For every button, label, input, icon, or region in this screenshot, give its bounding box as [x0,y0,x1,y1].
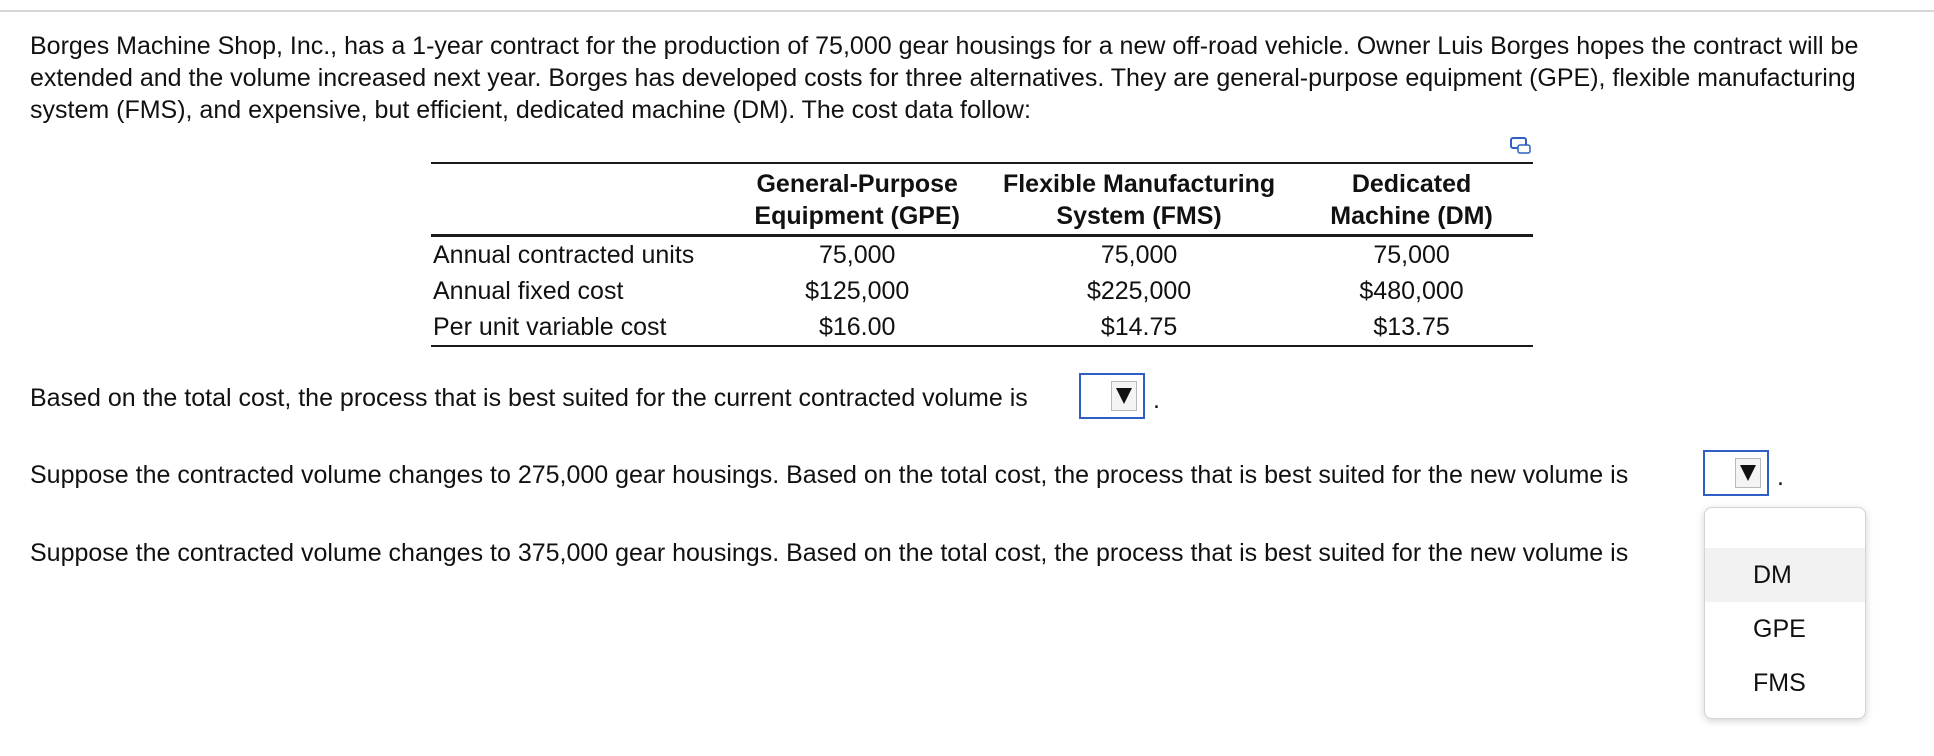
answer-select-current-volume[interactable] [1079,373,1145,419]
question-375000-volume: Suppose the contracted volume changes to 375,000 gear housings. Based on the total cost, the process that is best suited for the new volume is [30,539,1629,567]
row-label: Per unit variable cost [433,313,667,341]
sentence-period: . [1153,386,1160,414]
cell-dm: $13.75 [1373,313,1450,341]
cell-dm: 75,000 [1373,241,1450,269]
popout-icon[interactable] [1510,137,1532,155]
cell-fms: $14.75 [1100,313,1178,341]
dropdown-option-fms[interactable]: FMS [1753,669,1806,697]
row-label: Annual fixed cost [433,277,624,305]
problem-statement: Borges Machine Shop, Inc., has a 1-year contract for the production of 75,000 gear housings for a new off-road vehicle. Owner Luis Borges hopes the contract will be extended and the volume increased next year. Borges has developed costs for three alternatives. They are general-purpose equipment (GPE), flexible manufacturing system (FMS), and expensive, but efficient, dedicated machine (DM). The cost data follow: [30,32,1859,124]
cell-fms: $225,000 [1086,277,1192,305]
cell-dm: $480,000 [1359,277,1464,305]
header-dm: Dedicated Machine (DM) [1290,163,1533,236]
dropdown-arrow-icon[interactable] [1111,381,1137,411]
table-row [431,236,1533,274]
sentence-period: . [1777,463,1784,491]
question-275000-volume: Suppose the contracted volume changes to 275,000 gear housings. Based on the total cost, the process that is best suited for the new volume is [30,461,1629,489]
header-gpe: General-Purpose Equipment (GPE) [726,163,988,236]
cell-fms: 75,000 [1100,241,1178,269]
table-row [431,273,1533,309]
cell-gpe: $125,000 [805,277,910,305]
table-row [431,309,1533,346]
dropdown-arrow-icon[interactable] [1735,458,1761,488]
cell-gpe: 75,000 [818,241,896,269]
header-fms: Flexible Manufacturing System (FMS) [988,163,1290,236]
question-current-volume: Based on the total cost, the process that is best suited for the current contracted volume is [30,384,1028,412]
header-empty [431,163,726,236]
cost-data-table [431,162,1533,347]
dropdown-option-gpe[interactable]: GPE [1753,615,1806,643]
answer-select-275000-volume[interactable] [1703,450,1769,496]
top-divider [0,10,1934,12]
table-header-row [431,163,1533,236]
answer-dropdown-menu [1704,507,1866,719]
cell-gpe: $16.00 [818,313,896,341]
dropdown-option-dm[interactable]: DM [1705,548,1865,602]
row-label: Annual contracted units [433,241,695,269]
